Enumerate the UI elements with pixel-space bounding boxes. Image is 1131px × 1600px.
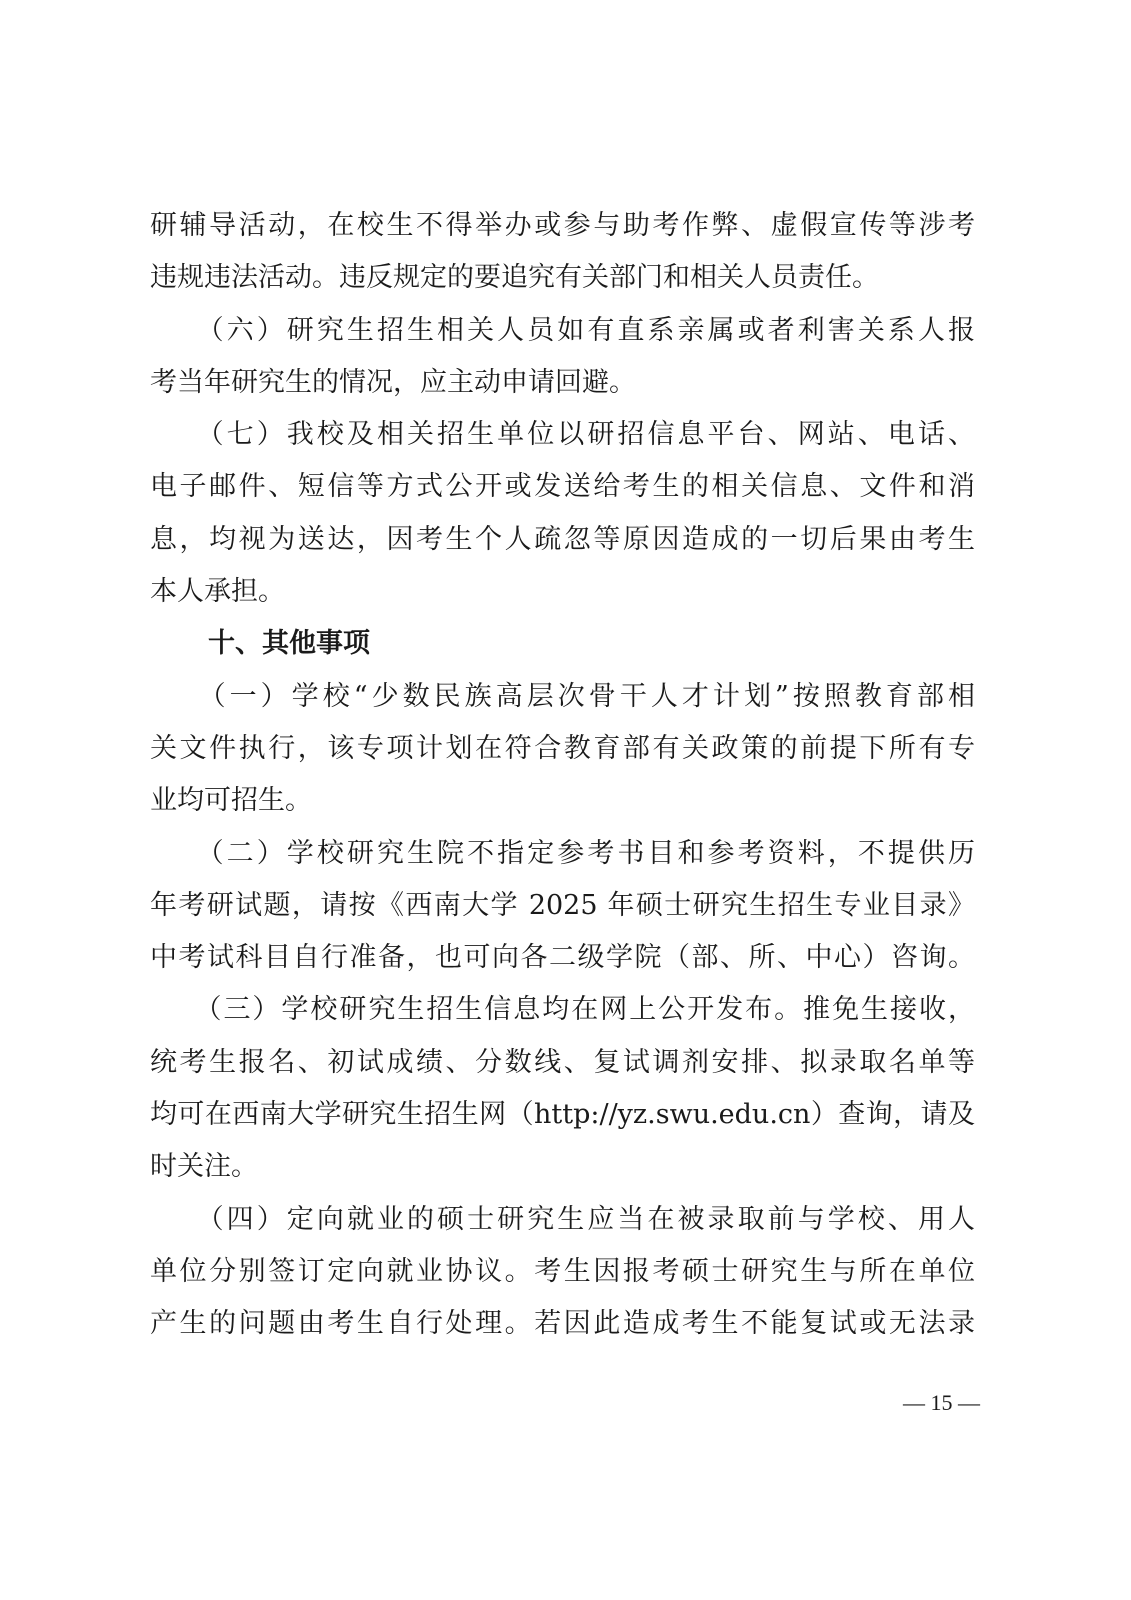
text-line: 息，均视为送达，因考生个人疏忽等原因造成的一切后果由考生 xyxy=(150,523,975,555)
text-line: 业均可招生。 xyxy=(150,785,312,817)
text-line: 考当年研究生的情况，应主动申请回避。 xyxy=(150,366,636,398)
document-body xyxy=(150,200,975,1351)
text-line: （七）我校及相关招生单位以研招信息平台、网站、电话、 xyxy=(150,419,975,451)
text-line: （二）学校研究生院不指定参考书目和参考资料，不提供历 xyxy=(150,837,975,869)
text-line: 关文件执行，该专项计划在符合教育部有关政策的前提下所有专 xyxy=(150,732,975,764)
text-line: 中考试科目自行准备，也可向各二级学院（部、所、中心）咨询。 xyxy=(150,942,975,974)
text-line: 电子邮件、短信等方式公开或发送给考生的相关信息、文件和消 xyxy=(150,471,975,503)
text-line: 产生的问题由考生自行处理。若因此造成考生不能复试或无法录 xyxy=(150,1308,975,1340)
text-line: 统考生报名、初试成绩、分数线、复试调剂安排、拟录取名单等 xyxy=(150,1046,975,1078)
text-line: 时关注。 xyxy=(150,1151,258,1183)
text-line: 单位分别签订定向就业协议。考生因报考硕士研究生与所在单位 xyxy=(150,1255,975,1287)
text-line: （六）研究生招生相关人员如有直系亲属或者利害关系人报 xyxy=(150,314,975,346)
text-line: （三）学校研究生招生信息均在网上公开发布。推免生接收， xyxy=(150,994,975,1026)
text-line: 均可在西南大学研究生招生网（http://yz.swu.edu.cn）查询，请及 xyxy=(150,1099,975,1131)
page-number: — 15 — xyxy=(903,1390,980,1415)
text-line: （四）定向就业的硕士研究生应当在被录取前与学校、用人 xyxy=(150,1203,975,1235)
text-line: 年考研试题，请按《西南大学 2025 年硕士研究生招生专业目录》 xyxy=(150,889,975,921)
section-heading: 十、其他事项 xyxy=(208,628,370,660)
text-line: 违规违法活动。违反规定的要追究有关部门和相关人员责任。 xyxy=(150,262,879,294)
text-line: 研辅导活动，在校生不得举办或参与助考作弊、虚假宣传等涉考 xyxy=(150,210,975,241)
text-line: （一）学校“少数民族高层次骨干人才计划”按照教育部相 xyxy=(150,680,975,712)
text-line: 本人承担。 xyxy=(150,576,285,608)
